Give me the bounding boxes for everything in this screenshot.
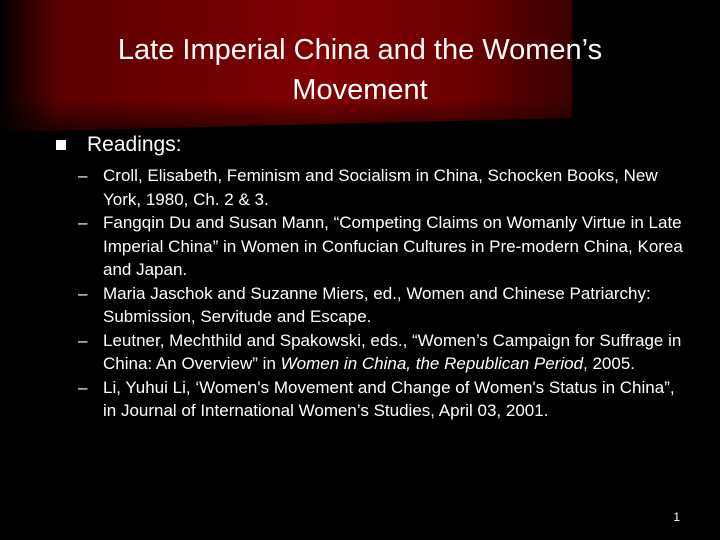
reading-item [78, 376, 688, 423]
reading-segment: Leutner, Mechthild and Spakowski, eds., “Women’s Campaign for Suffrage in China: An Overview” in [103, 330, 682, 373]
reading-segment: Maria Jaschok and Suzanne Miers, ed., Women and Chinese Patriarchy: Submission, Servitude and Escape. [103, 283, 651, 326]
reading-text [103, 378, 675, 421]
reading-item [78, 282, 688, 329]
reading-segment: , 2005. [583, 354, 636, 373]
reading-segment: Fangqin Du and Susan Mann, “Competing Claims on Womanly Virtue in Late Imperial China” in Women in Confucian Cultures in Pre-modern China, Korea and Japan. [103, 213, 683, 279]
dash-bullet-icon: – [78, 283, 88, 303]
readings-heading-label: Readings: [87, 133, 182, 156]
readings-list [78, 164, 688, 423]
dash-bullet-icon: – [78, 330, 88, 350]
reading-segment: Li, Yuhui Li, ‘Women's Movement and Change of Women's Status in China”, in Journal of International Women’s Studies, April 03, 2001. [103, 377, 675, 420]
reading-item [78, 211, 688, 282]
slide-title: Late Imperial China and the Women’s Movement [117, 34, 603, 106]
reading-italic-segment: Women in China, the Republican Period [280, 354, 584, 373]
slide-number: 1 [673, 510, 680, 524]
square-bullet-icon [56, 140, 66, 150]
reading-text [103, 166, 658, 209]
dash-bullet-icon: – [78, 213, 88, 232]
reading-text [103, 284, 651, 327]
reading-text [103, 213, 683, 279]
reading-segment: Croll, Elisabeth, Feminism and Socialism in China, Schocken Books, New York, 1980, Ch. 2 & 3. [103, 166, 658, 209]
reading-item [78, 164, 688, 211]
reading-text [103, 331, 681, 374]
dash-bullet-icon: – [78, 377, 88, 397]
reading-item [78, 329, 688, 376]
dash-bullet-icon: – [78, 166, 88, 185]
